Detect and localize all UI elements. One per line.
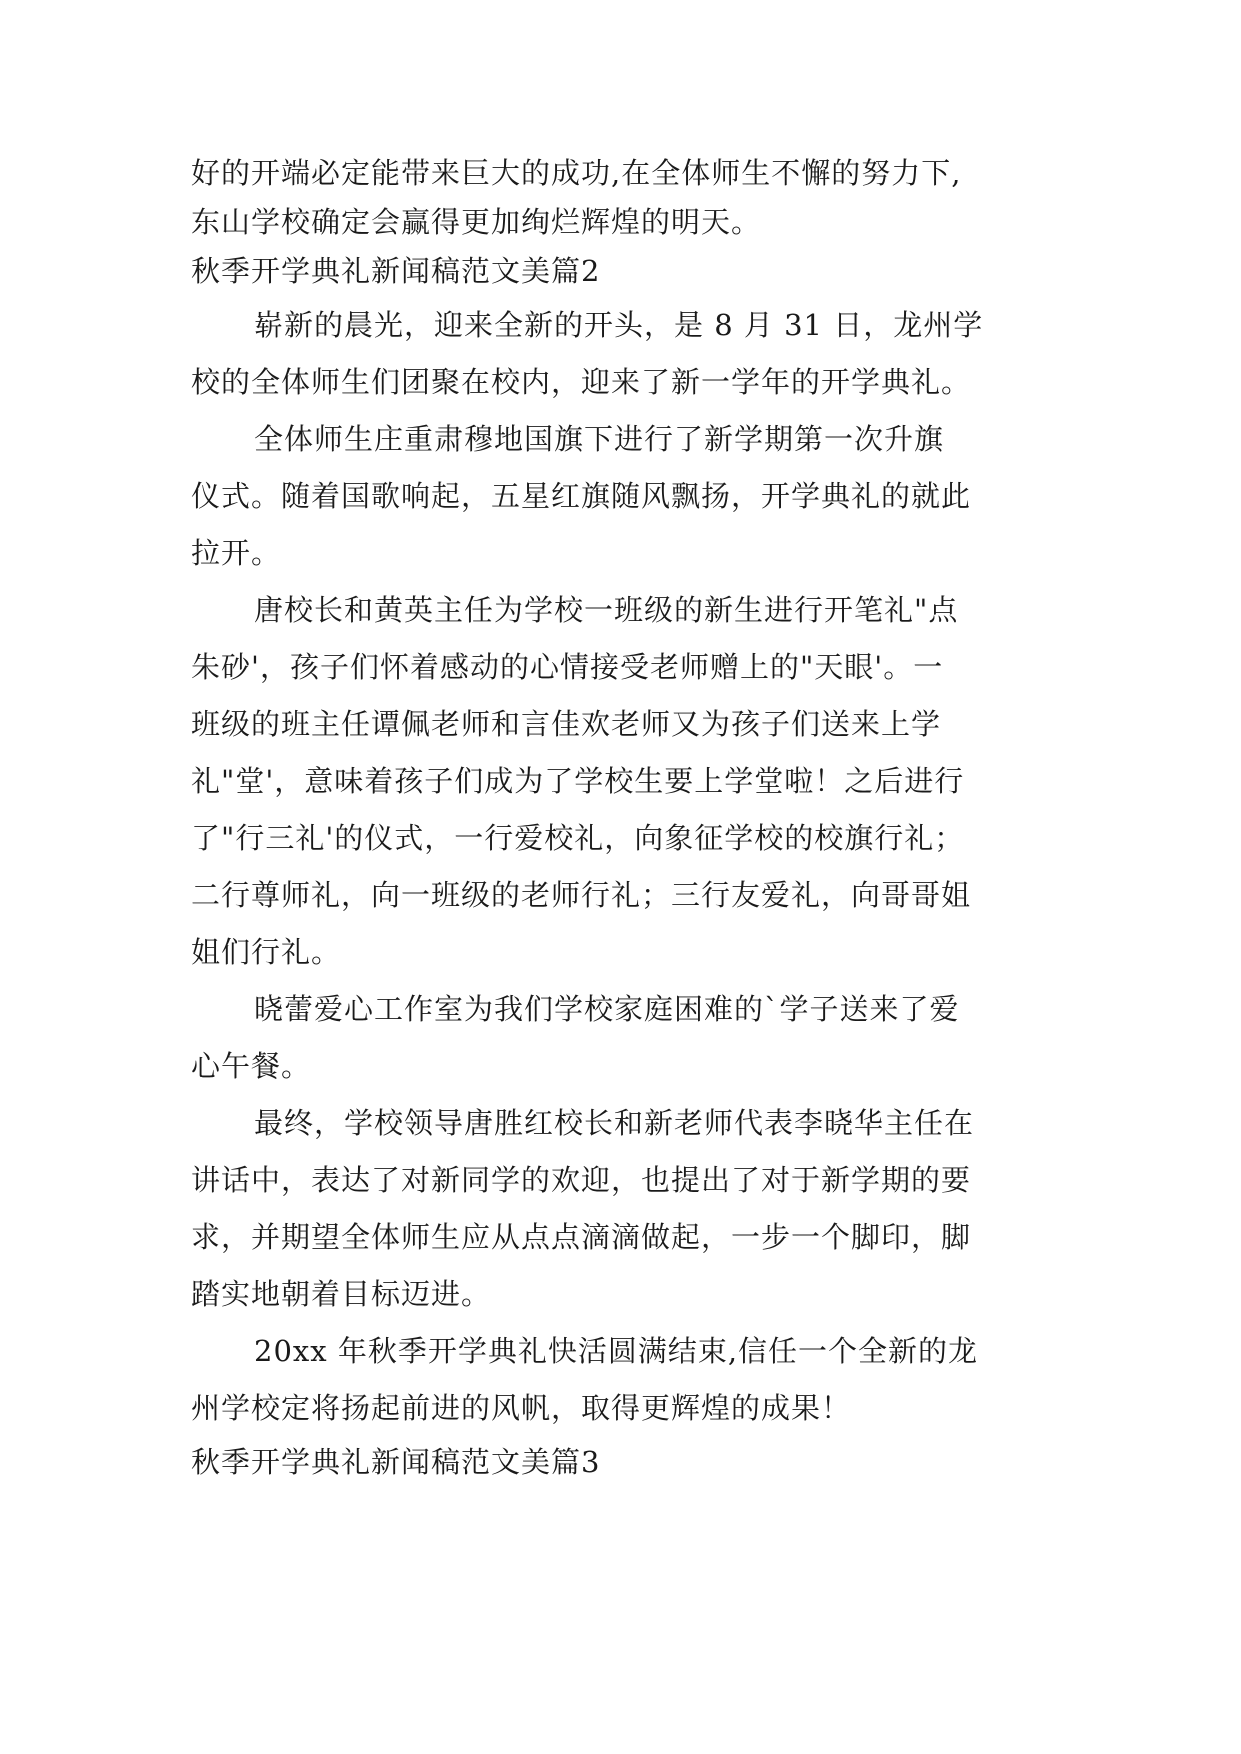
- section-heading: 秋季开学典礼新闻稿范文美篇3: [191, 1445, 601, 1479]
- text-line: 踏实地朝着目标迈进。: [191, 1277, 492, 1311]
- text-line: 朱砂'，孩子们怀着感动的心情接受老师赠上的"天眼'。一: [191, 650, 944, 684]
- paragraph-first-line: 晓蕾爱心工作室为我们学校家庭困难的`学子送来了爱: [254, 992, 960, 1026]
- text-line: 校的全体师生们团聚在校内，迎来了新一学年的开学典礼。: [191, 365, 972, 399]
- text-line: 好的开端必定能带来巨大的成功,在全体师生不懈的努力下,: [191, 156, 962, 190]
- text-line: 讲话中，表达了对新同学的欢迎，也提出了对于新学期的要: [191, 1163, 972, 1197]
- paragraph-first-line: 全体师生庄重肃穆地国旗下进行了新学期第一次升旗: [254, 422, 945, 456]
- paragraph-first-line: 崭新的晨光，迎来全新的开头，是 8 月 31 日，龙州学: [254, 308, 984, 342]
- text-line: 州学校定将扬起前进的风帆，取得更辉煌的成果！: [191, 1391, 852, 1425]
- text-line: 东山学校确定会赢得更加绚烂辉煌的明天。: [191, 205, 762, 239]
- text-line: 拉开。: [191, 536, 282, 570]
- text-line: 礼"堂'，意味着孩子们成为了学校生要上学堂啦！之后进行: [191, 764, 965, 798]
- text-line: 姐们行礼。: [191, 935, 342, 969]
- paragraph-first-line: 唐校长和黄英主任为学校一班级的新生进行开笔礼"点: [254, 593, 959, 627]
- text-line: 了"行三礼'的仪式，一行爱校礼，向象征学校的校旗行礼；: [191, 821, 965, 855]
- text-line: 心午餐。: [191, 1049, 312, 1083]
- text-line: 求，并期望全体师生应从点点滴滴做起，一步一个脚印，脚: [191, 1220, 972, 1254]
- text-line: 二行尊师礼，向一班级的老师行礼；三行友爱礼，向哥哥姐: [191, 878, 972, 912]
- text-line: 班级的班主任谭佩老师和言佳欢老师又为孩子们送来上学: [191, 707, 942, 741]
- text-line: 仪式。随着国歌响起，五星红旗随风飘扬，开学典礼的就此: [191, 479, 972, 513]
- section-heading: 秋季开学典礼新闻稿范文美篇2: [191, 254, 601, 288]
- paragraph-first-line: 20xx 年秋季开学典礼快活圆满结束,信任一个全新的龙: [254, 1334, 979, 1368]
- paragraph-first-line: 最终，学校领导唐胜红校长和新老师代表李晓华主任在: [254, 1106, 975, 1140]
